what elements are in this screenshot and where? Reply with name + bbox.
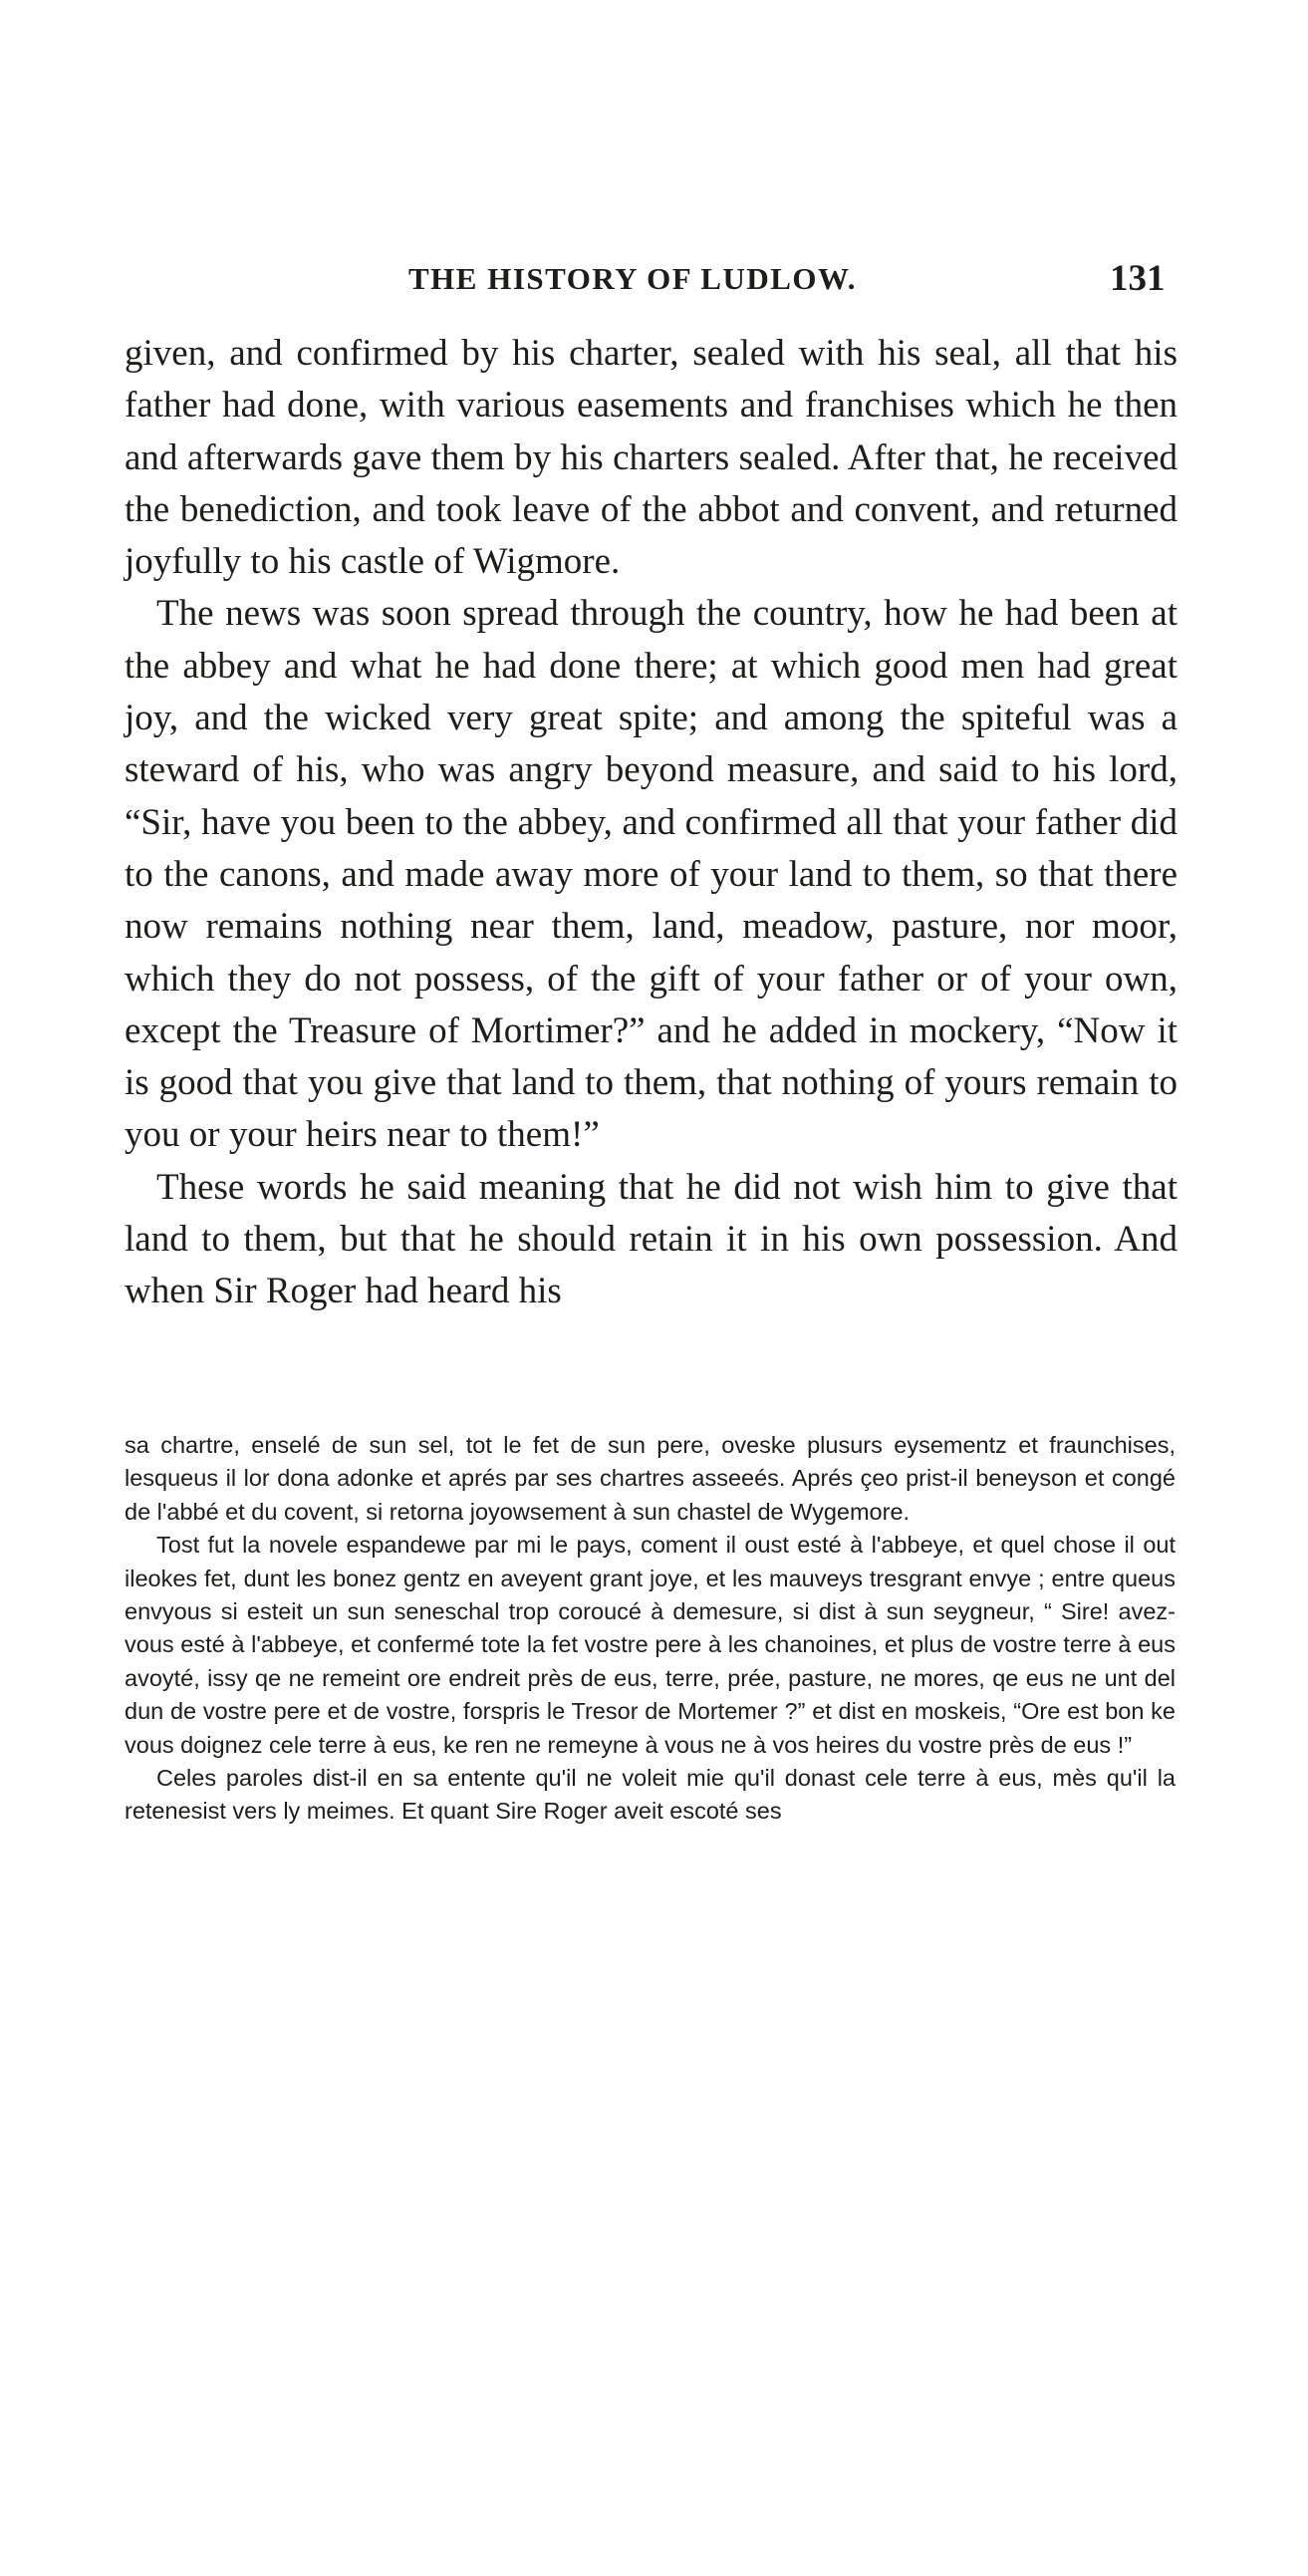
footnote-text <box>125 1429 1176 1829</box>
main-text <box>125 328 1177 1318</box>
page-number: 131 <box>1110 258 1166 299</box>
main-paragraph: The news was soon spread through the country, how he had been at the abbey and what he had done there; at which good men had great joy, and the wicked very great spite; and among the spiteful was a steward of his, who was angry beyond measure, and said to his lord, “Sir, have you been to the abbey, and confirmed all that your father did to the canons, and made away more of your land to them, so that there now remains nothing near them, land, meadow, pasture, nor moor, which they do not possess, of the gift of your father or of your own, except the Treasure of Mortimer?” and he added in mockery, “Now it is good that you give that land to them, that nothing of yours remain to you or your heirs near to them!” <box>125 593 1177 1156</box>
running-head: THE HISTORY OF LUDLOW. <box>408 261 857 296</box>
footnote-paragraph: Celes paroles dist-il en sa entente qu'il ne voleit mie qu'il donast cele terre à eus, mès qu'il la retenesist vers ly meimes. Et quant Sire Roger aveit escoté ses <box>125 1765 1176 1825</box>
main-paragraph: These words he said meaning that he did not wish him to give that land to them, but that he should retain it in his own possession. And when Sir Roger had heard his <box>125 1166 1177 1312</box>
footnote-paragraph: Tost fut la novele espandewe par mi le pays, coment il oust esté à l'abbeye, et quel chose il out ileokes fet, dunt les bonez gentz en aveyent grant joye, et les mauveys tresgrant envye ; entre queus envyous si esteit un sun seneschal trop coroucé à demesure, si dist à sun seygneur, “ Sire! avez-vous esté à l'abbeye, et confermé tote la fet vostre pere à les chanoines, et plus de vostre terre à eus avoyté, issy qe ne remeint ore endreit près de eus, terre, prée, pasture, ne mores, qe eus ne unt del dun de vostre pere et de vostre, forspris le Tresor de Mortemer ?” et dist en moskeis, “Ore est bon ke vous doignez cele terre à eus, ke ren ne remeyne à vous ne à vos heires du vostre près de eus !” <box>125 1532 1176 1758</box>
main-paragraph: given, and confirmed by his charter, sealed with his seal, all that his father had done, with various easements and franchises which he then and afterwards gave them by his charters sealed. After that, he received the benediction, and took leave of the abbot and convent, and returned joyfully to his castle of Wigmore. <box>125 333 1177 583</box>
page-header <box>0 258 1308 311</box>
footnote-paragraph: sa chartre, enselé de sun sel, tot le fet de sun pere, oveske plusurs eysementz et fraunchises, lesqueus il lor dona adonke et aprés par ses chartres asseeés. Aprés çeo prist-il beneyson et congé de l'abbé et du covent, si retorna joyowsement à sun chastel de Wygemore. <box>125 1432 1176 1525</box>
